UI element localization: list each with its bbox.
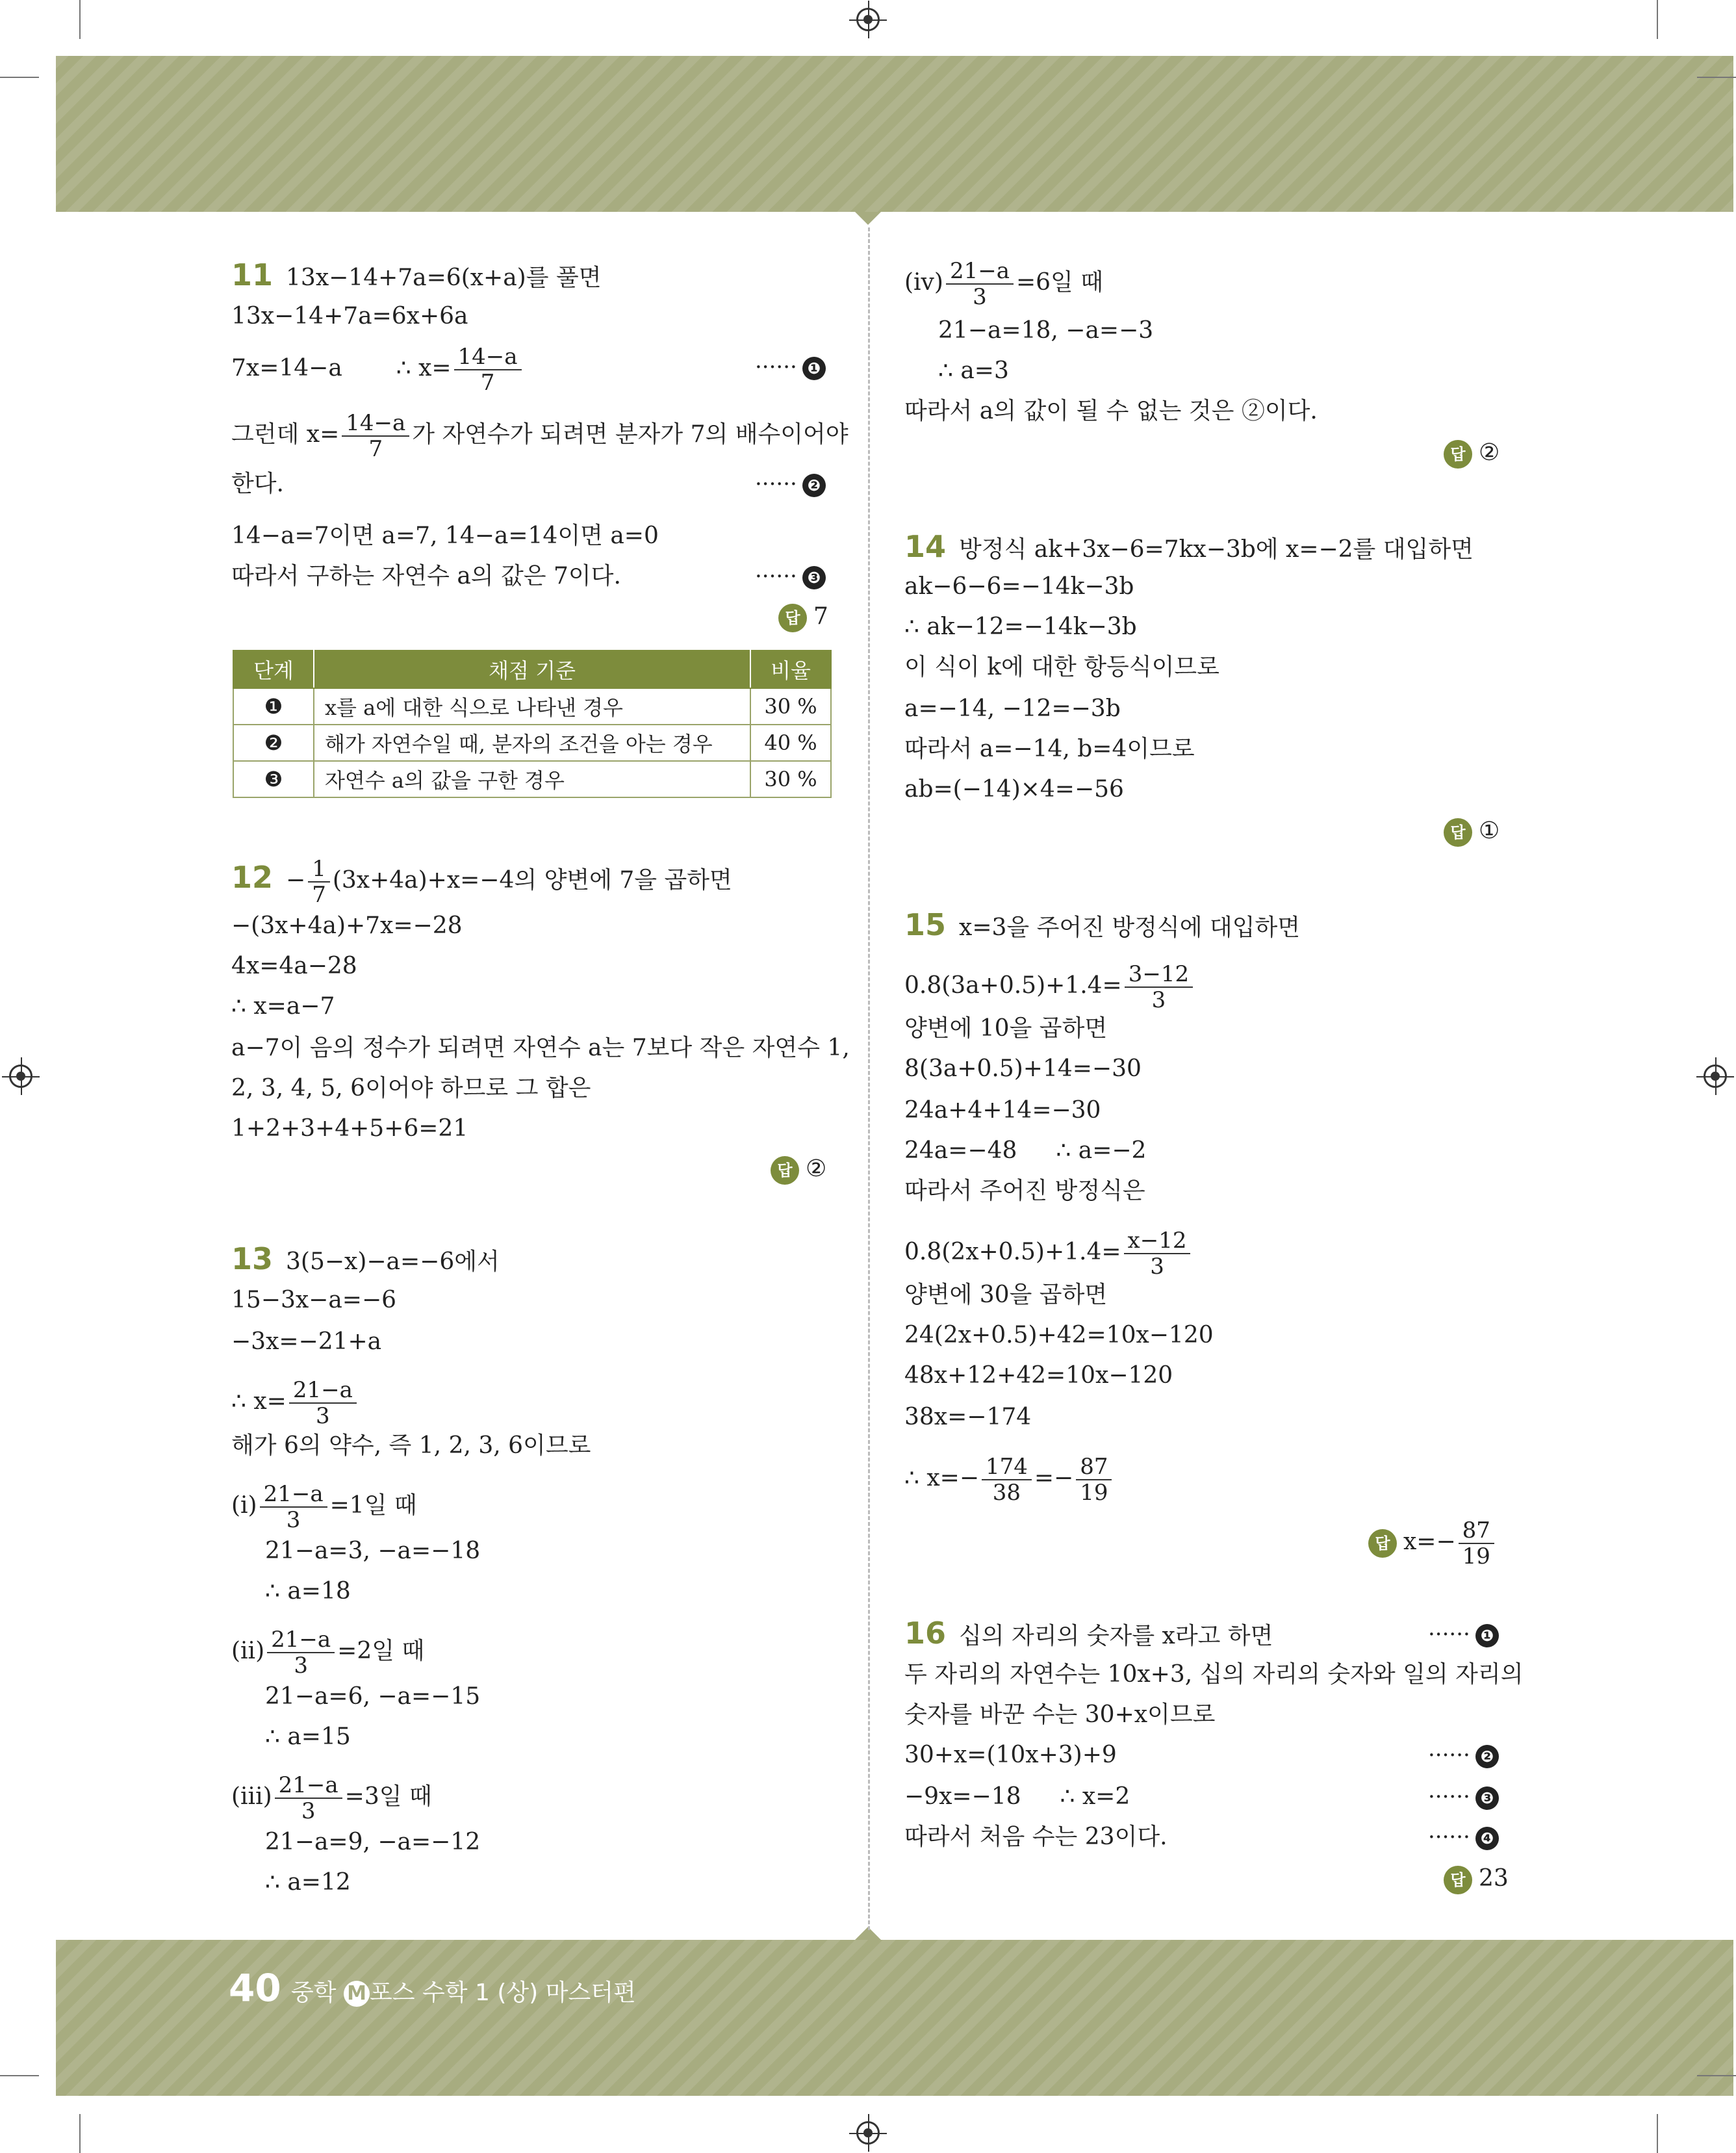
p15-line: 24a+4+14=−30 (904, 1097, 1101, 1124)
p14-line: 14 방정식 ak+3x−6=7kx−3b에 x=−2를 대입하면 (904, 529, 1474, 564)
table-row: ❶ x를 a에 대한 식으로 나타낸 경우 30 % (233, 688, 831, 725)
answer-badge: 답 (1368, 1529, 1397, 1558)
p13-line: 21−a=18, −a=−3 (938, 317, 1154, 344)
p12-line: 2, 3, 4, 5, 6이어야 하므로 그 합은 (231, 1075, 591, 1102)
p11-line: 14−a=7이면 a=7, 14−a=14이면 a=0 (231, 522, 659, 549)
fraction: $\frac{87}{19}$ (1459, 1518, 1494, 1569)
fraction: $\frac{14-a}{7}$ (454, 344, 522, 395)
p15-line: 38x=−174 (904, 1404, 1032, 1430)
table-header: 단계 (233, 651, 314, 688)
fraction: $\frac{21-a}{3}$ (275, 1773, 342, 1824)
answer: 답 ② (1444, 437, 1500, 469)
text: 7x=14−a (231, 355, 342, 381)
step-marker: ······ ❶ (755, 351, 826, 383)
answer: 답 x=− $\frac{87}{19}$ (1368, 1518, 1497, 1569)
p11-line (231, 344, 524, 395)
fraction: $\frac{21-a}{3}$ (289, 1378, 357, 1428)
p14-line: ak−6−6=−14k−3b (904, 573, 1134, 600)
answer-badge: 답 (1444, 818, 1472, 847)
text: 13x−14+7a=6x+6a (231, 303, 468, 329)
p12-line: ∴ x=a−7 (231, 993, 335, 1020)
p12-line: 12 − $\frac{1}{7}$ (3x+4a)+x=−4의 양변에 7을 곱하면 (231, 856, 732, 908)
p16-line: 숫자를 바꾼 수는 30+x이므로 (904, 1701, 1216, 1728)
p16-line: 두 자리의 자연수는 10x+3, 십의 자리의 숫자와 일의 자리의 (904, 1661, 1524, 1688)
p15-line: 24a=−48 ∴ a=−2 (904, 1137, 1147, 1164)
registration-mark-icon (1704, 1064, 1727, 1088)
p15-line: 0.8(3a+0.5)+1.4= $\frac{3-12}{3}$ (904, 962, 1195, 1012)
step-marker: ······ ❷ (1428, 1739, 1499, 1772)
p11-line (231, 300, 468, 333)
grading-table (233, 650, 832, 798)
answer: 답 7 (778, 600, 828, 633)
p14-line: ab=(−14)×4=−56 (904, 776, 1124, 803)
p13-line: 21−a=3, −a=−18 (265, 1538, 481, 1564)
problem-number: 14 (904, 529, 947, 564)
p13-line: 해가 6의 약수, 즉 1, 2, 3, 6이므로 (231, 1432, 591, 1459)
fraction: $\frac{1}{7}$ (308, 857, 330, 907)
book-title: 중학 M 포스 수학 1 (상) 마스터편 (291, 1979, 636, 2006)
p11-line (231, 259, 602, 294)
problem-number: 11 (231, 257, 274, 292)
p12-line: 4x=4a−28 (231, 953, 357, 979)
p13-line: 13 3(5−x)−a=−6에서 (231, 1241, 500, 1276)
p12-line: a−7이 음의 정수가 되려면 자연수 a는 7보다 작은 자연수 1, (231, 1035, 850, 1061)
p13-line: ∴ a=15 (265, 1723, 351, 1750)
p13-line: ∴ a=12 (265, 1869, 351, 1896)
p13-line: ∴ a=3 (938, 357, 1009, 384)
p13-line: ∴ a=18 (265, 1578, 351, 1605)
p13-line: 15−3x−a=−6 (231, 1287, 397, 1313)
step-marker: ······ ❷ (755, 468, 826, 500)
p12-line: −(3x+4a)+7x=−28 (231, 912, 463, 939)
p12-line: 1+2+3+4+5+6=21 (231, 1115, 468, 1142)
crop-mark (1697, 2075, 1736, 2076)
step-marker: ······ ❶ (1428, 1618, 1499, 1651)
p13-line: 따라서 a의 값이 될 수 없는 것은 ②이다. (904, 398, 1318, 424)
p14-line: ∴ ak−12=−14k−3b (904, 613, 1137, 640)
p16-line: 16 십의 자리의 숫자를 x라고 하면 (904, 1616, 1273, 1651)
text: 13x−14+7a=6(x+a)를 풀면 (286, 264, 602, 291)
p13-line: ∴ x= $\frac{21-a}{3}$ (231, 1378, 359, 1428)
problem-number: 13 (231, 1241, 274, 1276)
crop-mark (79, 2114, 81, 2153)
fraction: $\frac{3-12}{3}$ (1125, 962, 1193, 1012)
p11-line: 따라서 구하는 자연수 a의 값은 7이다. (231, 563, 621, 589)
crop-mark (0, 2075, 39, 2076)
fraction: $\frac{14-a}{7}$ (342, 411, 409, 461)
p15-line: 따라서 주어진 방정식은 (904, 1178, 1145, 1204)
p15-line: 0.8(2x+0.5)+1.4= $\frac{x-12}{3}$ (904, 1228, 1193, 1279)
fraction: $\frac{87}{19}$ (1076, 1454, 1112, 1505)
column-divider (868, 227, 870, 1930)
fraction: $\frac{21-a}{3}$ (267, 1627, 335, 1678)
p15-line: ∴ x=− $\frac{174}{38}$ =− $\frac{87}{19}$ (904, 1454, 1114, 1505)
p13-case: (iv) $\frac{21-a}{3}$ =6일 때 (904, 258, 1104, 310)
answer: 답 23 (1444, 1863, 1509, 1895)
table-header: 비율 (750, 651, 831, 688)
p16-line: 30+x=(10x+3)+9 (904, 1742, 1117, 1768)
crop-mark (1657, 2114, 1658, 2153)
answer: 답 ② (771, 1153, 826, 1185)
p15-line: 24(2x+0.5)+42=10x−120 (904, 1322, 1214, 1348)
p14-line: a=−14, −12=−3b (904, 695, 1121, 722)
table-header: 채점 기준 (314, 651, 750, 688)
problem-number: 16 (904, 1616, 947, 1651)
book-logo-icon: M (344, 1981, 370, 2007)
p14-line: 따라서 a=−14, b=4이므로 (904, 736, 1195, 762)
p13-line: 21−a=6, −a=−15 (265, 1683, 481, 1710)
p15-line: 양변에 30을 곱하면 (904, 1282, 1108, 1308)
p15-line: 48x+12+42=10x−120 (904, 1362, 1173, 1389)
p13-line: 21−a=9, −a=−12 (265, 1829, 481, 1855)
problem-number: 12 (231, 860, 274, 895)
fraction: $\frac{21-a}{3}$ (260, 1482, 327, 1532)
problem-number: 15 (904, 907, 947, 942)
p13-case: (ii) $\frac{21-a}{3}$ =2일 때 (231, 1627, 425, 1679)
p16-line: −9x=−18 ∴ x=2 (904, 1783, 1130, 1810)
crop-mark (1657, 0, 1658, 39)
fraction: $\frac{21-a}{3}$ (946, 259, 1014, 309)
p15-line: 양변에 10을 곱하면 (904, 1015, 1108, 1042)
step-marker: ······ ❸ (755, 560, 826, 593)
footer-band (56, 1940, 1733, 2096)
answer-badge: 답 (778, 604, 807, 632)
fraction: $\frac{174}{38}$ (982, 1454, 1032, 1505)
step-marker: ······ ❸ (1428, 1781, 1499, 1813)
p11-line (231, 411, 849, 461)
crop-mark (0, 77, 39, 78)
table-row: ❸ 자연수 a의 값을 구한 경우 30 % (233, 761, 831, 797)
step-marker: ······ ❹ (1428, 1821, 1499, 1853)
p13-case: (iii) $\frac{21-a}{3}$ =3일 때 (231, 1772, 432, 1824)
answer: 답 ① (1444, 815, 1500, 847)
registration-mark-icon (9, 1064, 32, 1088)
answer-badge: 답 (1444, 1866, 1472, 1894)
p16-line: 따라서 처음 수는 23이다. (904, 1824, 1168, 1850)
page-number: 40 (229, 1966, 281, 2010)
table-row: ❷ 해가 자연수일 때, 분자의 조건을 아는 경우 40 % (233, 725, 831, 761)
fraction: $\frac{x-12}{3}$ (1124, 1228, 1191, 1279)
answer-badge: 답 (771, 1156, 799, 1185)
registration-mark-icon (856, 2121, 880, 2145)
p15-line: 15 x=3을 주어진 방정식에 대입하면 (904, 907, 1301, 942)
text: 그런데 x= (231, 421, 340, 448)
p11-line: 한다. (231, 471, 284, 497)
header-band (56, 56, 1733, 212)
registration-mark-icon (856, 8, 880, 31)
header-notch (855, 212, 881, 225)
p14-line: 이 식이 k에 대한 항등식이므로 (904, 654, 1219, 680)
crop-mark (79, 0, 81, 39)
text: ∴ x= (396, 355, 452, 381)
text: 가 자연수가 되려면 분자가 7의 배수이어야 (412, 421, 849, 448)
answer-badge: 답 (1444, 440, 1472, 469)
p13-case: (i) $\frac{21-a}{3}$ =1일 때 (231, 1481, 417, 1533)
crop-mark (1697, 77, 1736, 78)
p15-line: 8(3a+0.5)+14=−30 (904, 1055, 1142, 1082)
p13-line: −3x=−21+a (231, 1328, 382, 1355)
